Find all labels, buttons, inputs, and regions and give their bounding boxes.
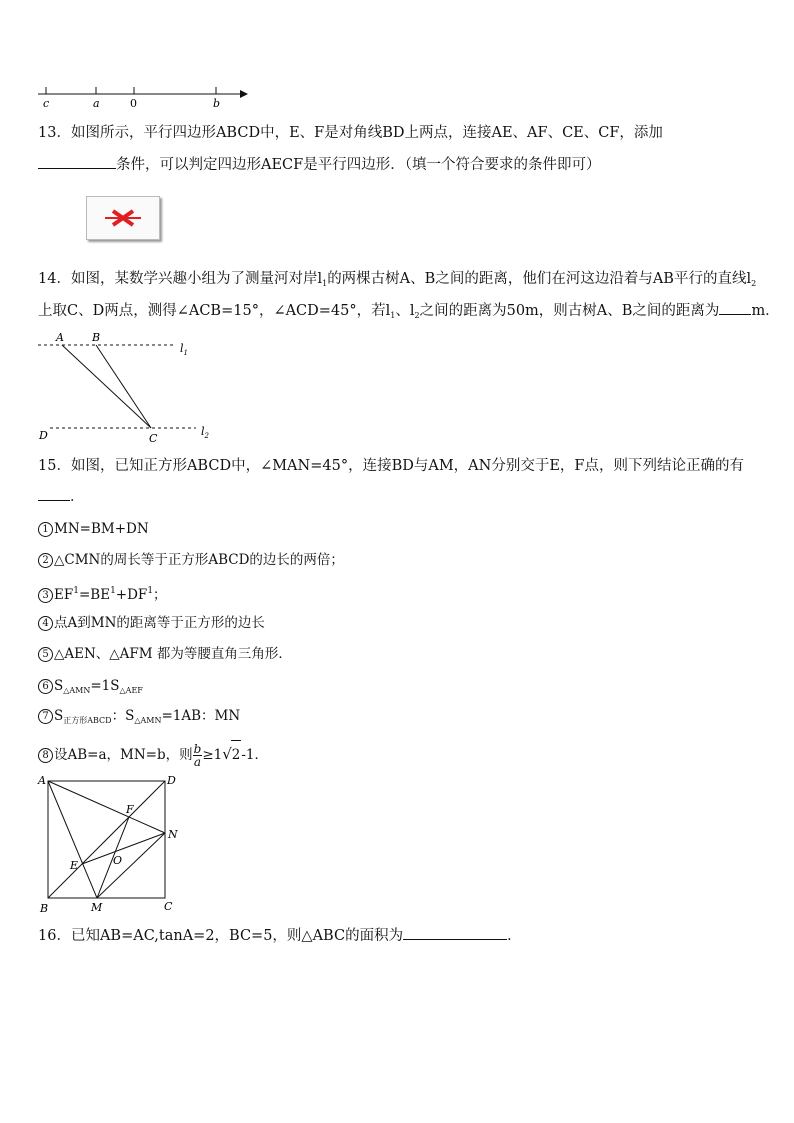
q15-line2	[38, 486, 85, 508]
q14-line2	[38, 300, 780, 327]
q15-item-2	[38, 549, 344, 571]
q15-item-4	[38, 612, 265, 634]
q15-label-O: O	[113, 854, 123, 867]
q16-line1-text: 16．已知AB=AC,tanA=2，BC=5，则△ABC的面积为	[38, 928, 404, 944]
q14-label-l2: $l_2$	[201, 425, 209, 440]
q15-item-1	[38, 518, 149, 540]
q15-item-8-b: ≥1	[202, 747, 223, 763]
q15-answer-blank[interactable]	[38, 486, 70, 501]
q15-item-7-c: =1AB：MN	[161, 708, 241, 724]
q15-item-5	[38, 643, 292, 665]
q14-line2-b: 、l	[395, 303, 415, 319]
q15-item-8-number: 8	[38, 748, 53, 763]
q14-line1-sub2: 2	[751, 279, 757, 288]
q15-label-C: C	[164, 900, 173, 913]
broken-image-placeholder	[86, 196, 160, 240]
q16-answer-blank[interactable]	[403, 925, 507, 940]
q15-item-5-number: 5	[38, 647, 53, 662]
q15-label-N: N	[168, 828, 178, 841]
q15-item-8-frac-den: a	[193, 755, 202, 769]
q15-label-E: E	[70, 859, 79, 872]
q14-line1-b: 的两棵古树A、B之间的距离，他们在河这边沿着与AB平行的直线l	[327, 271, 752, 287]
q14-label-C: C	[149, 432, 158, 445]
q15-item-7-sub2: △AMN	[134, 716, 162, 725]
q15-item-7-sub1: 正方形ABCD	[63, 716, 112, 725]
q14-line1-a: 14．如图，某数学兴趣小组为了测量河对岸l	[38, 271, 323, 287]
q15-item-4-number: 4	[38, 616, 53, 631]
q15-item-3-d: ；	[153, 587, 167, 603]
q15-item-3-b: =BE	[78, 587, 111, 603]
q13-line1: 13．如图所示，平行四边形ABCD中，E、F是对角线BD上两点，连接AE、AF、CE、CF，添加	[38, 125, 663, 141]
q15-item-2-number: 2	[38, 553, 53, 568]
number-line-label-0: 0	[130, 97, 137, 110]
q15-item-7-b: ：S	[111, 708, 135, 724]
q13-line2	[38, 154, 600, 176]
q15-item-8-fraction	[193, 743, 203, 768]
q15-item-3-number: 3	[38, 588, 53, 603]
q15-item-3-sup2: 1	[110, 586, 116, 596]
q15-label-B: B	[40, 902, 49, 915]
q15-item-6-b: =1S	[90, 678, 120, 694]
q15-item-6-number: 6	[38, 679, 53, 694]
q14-line2-c: 之间的距离为50m，则古树A、B之间的距离为	[419, 303, 720, 319]
q14-label-l1: $l_1$	[180, 342, 188, 357]
number-line-label-b: b	[213, 97, 221, 110]
q15-item-8	[38, 740, 268, 769]
q15-item-3-c: +DF	[115, 587, 148, 603]
q15-item-8-frac-num: b	[193, 742, 202, 756]
q14-line2-end: m．	[751, 303, 780, 319]
q15-item-8-c: -1．	[241, 747, 269, 763]
q15-item-7-a: S	[54, 708, 64, 724]
q14-line2-a: 上取C、D两点，测得∠ACB=15°，∠ACD=45°，若l	[38, 303, 391, 319]
q14-label-B: B	[92, 331, 101, 344]
q15-item-6	[38, 675, 143, 702]
q16-line1	[38, 925, 522, 947]
q14-line1-sub1: 1	[322, 279, 328, 288]
q15-item-5-text: △AEN、△AFM 都为等腰直角三角形．	[54, 646, 292, 662]
q15-item-1-text: MN=BM+DN	[54, 521, 149, 537]
q15-item-6-a: S	[54, 678, 64, 694]
q15-item-7	[38, 705, 240, 732]
sqrt-icon: √	[222, 745, 232, 763]
q15-item-6-sub1: △AMN	[63, 686, 91, 695]
q15-item-8-a: 设AB=a，MN=b，则	[54, 747, 193, 763]
q15-line1: 15．如图，已知正方形ABCD中，∠MAN=45°，连接BD与AM，AN分别交于E，F点，则下列结论正确的有	[38, 458, 744, 474]
q15-label-D: D	[167, 774, 176, 787]
q15-item-4-text: 点A到MN的距离等于正方形的边长	[54, 615, 265, 631]
q14-answer-blank[interactable]	[719, 300, 751, 315]
number-line-label-a: a	[93, 97, 100, 110]
q14-river-figure	[36, 328, 226, 448]
q15-item-3-sup3: 1	[147, 586, 154, 596]
q15-item-2-text: △CMN的周长等于正方形ABCD的边长的两倍；	[54, 552, 344, 568]
q15-item-3-sup1: 1	[73, 586, 79, 596]
q15-square-figure	[36, 772, 186, 918]
q15-line2-end: ．	[70, 489, 85, 505]
q15-item-6-sub2: △AEF	[119, 686, 143, 695]
number-line-label-c: c	[43, 97, 50, 110]
broken-image-icon	[87, 197, 159, 239]
q15-label-M: M	[91, 901, 103, 914]
q15-item-3-a: EF	[54, 587, 74, 603]
q14-line2-sub1: 1	[390, 311, 396, 320]
q15-item-1-number: 1	[38, 522, 53, 537]
q15-item-8-sqrt: 2	[231, 740, 242, 769]
q13-answer-blank[interactable]	[38, 154, 116, 169]
q15-label-A: A	[38, 774, 46, 787]
q13-line2-text: 条件，可以判定四边形AECF是平行四边形．（填一个符合要求的条件即可）	[116, 157, 601, 173]
q14-line1	[38, 268, 756, 295]
q15-item-7-number: 7	[38, 709, 53, 724]
q14-label-D: D	[39, 429, 48, 442]
q14-label-A: A	[56, 331, 64, 344]
q15-label-F: F	[126, 803, 134, 816]
q14-line2-sub2: 2	[414, 311, 420, 320]
q16-line1-end: ．	[507, 928, 522, 944]
number-line-figure	[36, 84, 252, 112]
q15-item-3	[38, 580, 167, 606]
